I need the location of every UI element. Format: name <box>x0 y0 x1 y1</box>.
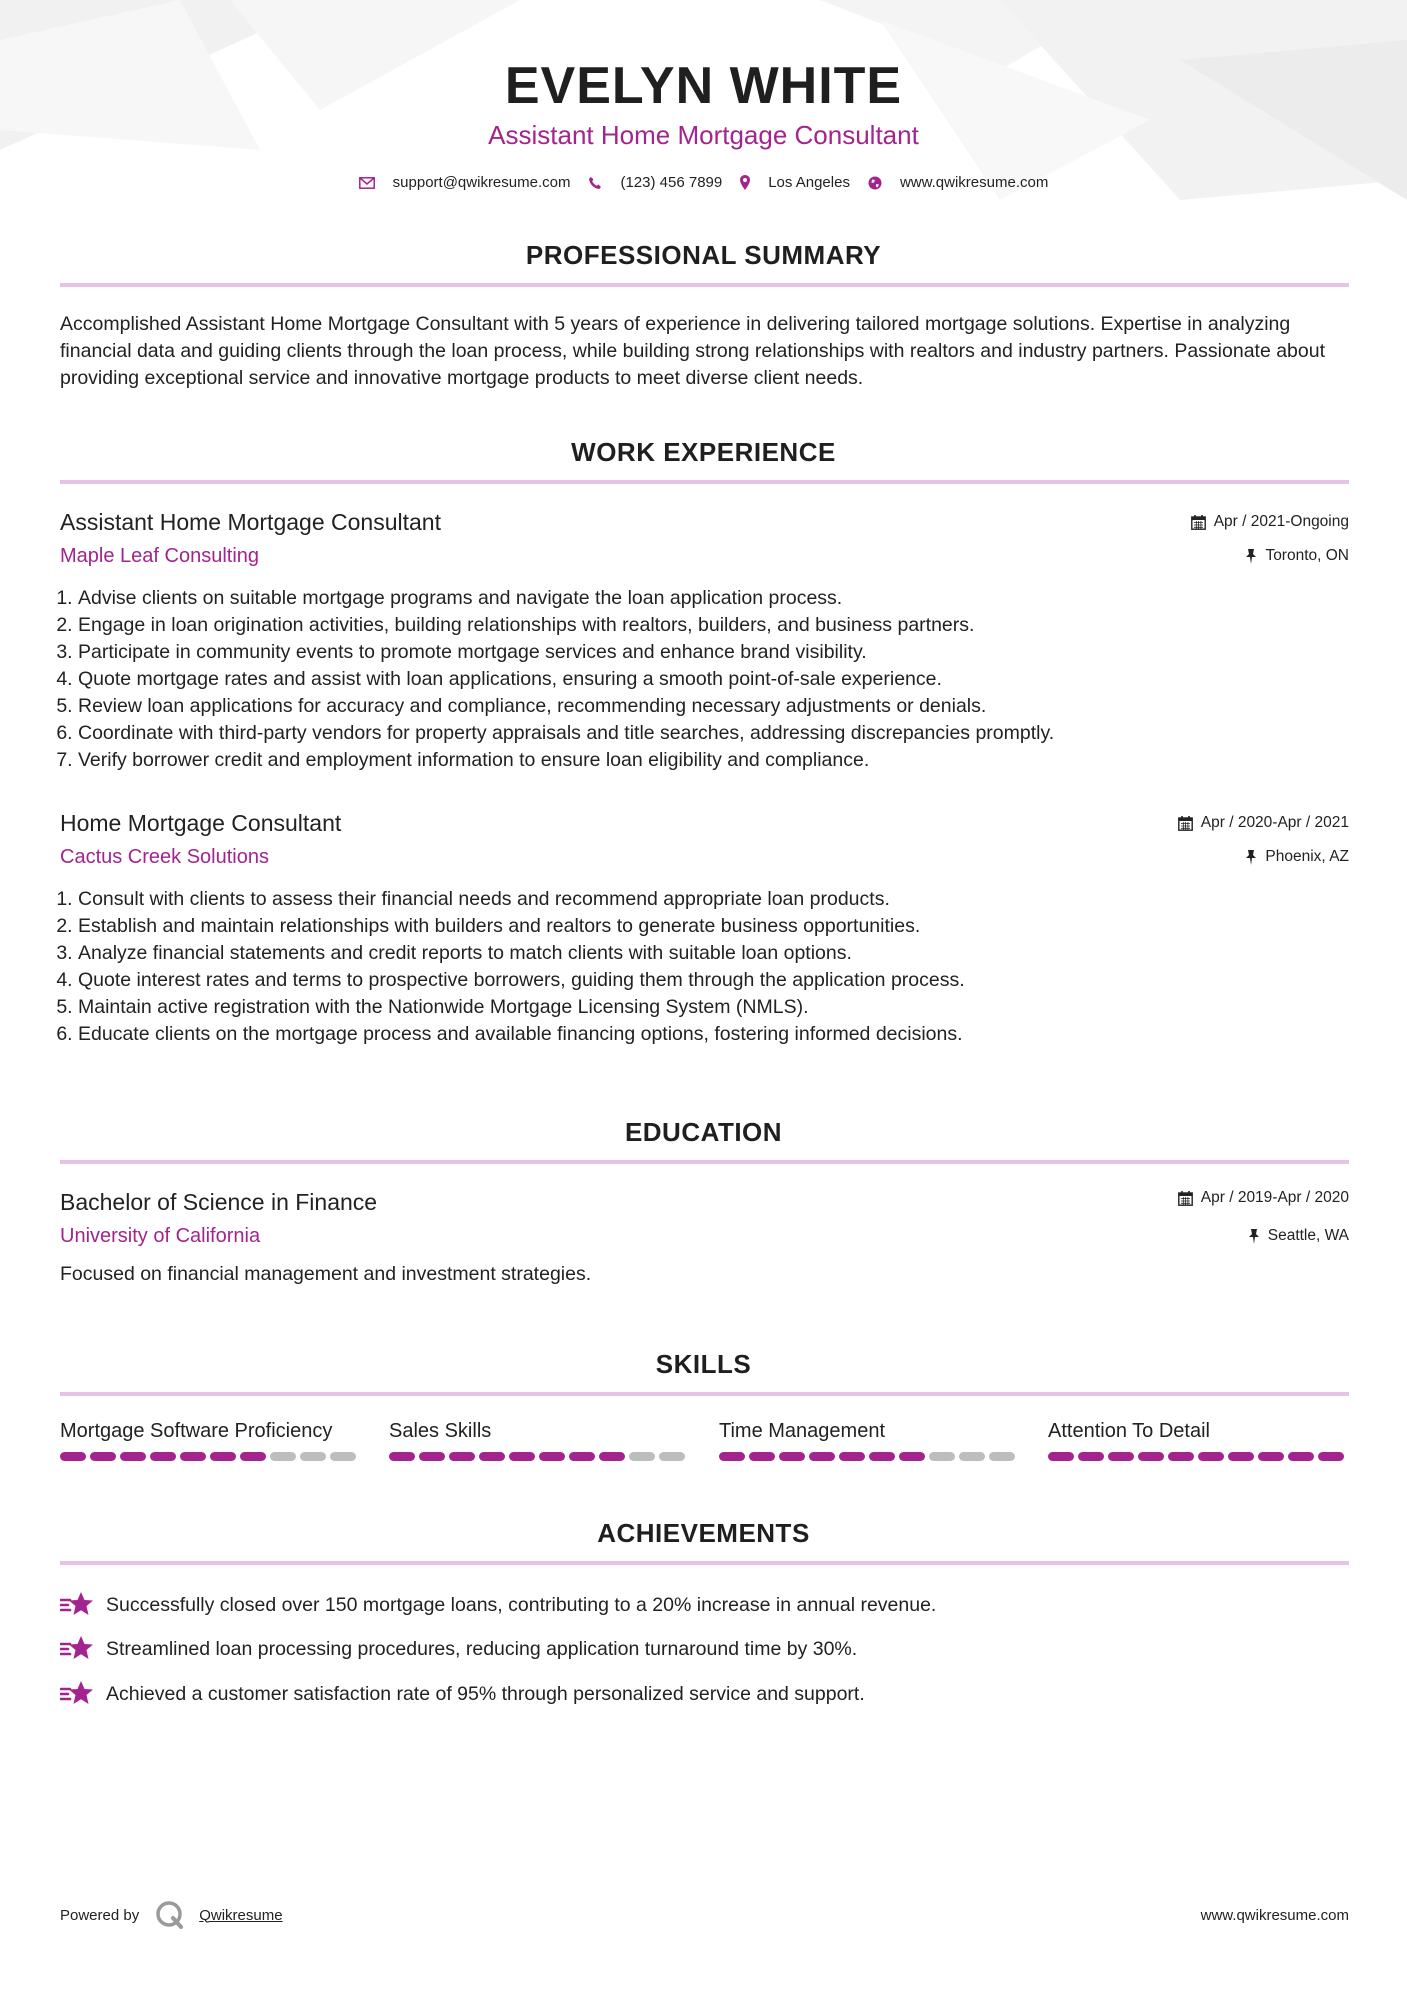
pushpin-icon <box>1245 549 1257 564</box>
skill-item <box>60 1420 360 1461</box>
job-location <box>1245 547 1349 565</box>
candidate-title: Assistant Home Mortgage Consultant <box>488 120 919 150</box>
star-icon <box>60 1634 94 1664</box>
skills-divider <box>60 1392 1349 1396</box>
skill-segment-empty <box>330 1452 356 1461</box>
achievement-text: Successfully closed over 150 mortgage loans, contributing to a 20% increase in annual revenue. <box>106 1593 937 1616</box>
contact-website[interactable] <box>868 174 1048 191</box>
skill-segment-filled <box>509 1452 535 1461</box>
job-location-text: Phoenix, AZ <box>1265 848 1349 865</box>
job-company: Maple Leaf Consulting <box>60 545 260 567</box>
pushpin-icon <box>1248 1229 1260 1244</box>
skill-segment-filled <box>419 1452 445 1461</box>
summary-heading: PROFESSIONAL SUMMARY <box>525 240 882 270</box>
contact-bar <box>0 174 1407 191</box>
list-item: 1. Advise clients on suitable mortgage programs and navigate the loan application process. <box>78 585 1054 612</box>
skill-segment-empty <box>629 1452 655 1461</box>
job-title: Assistant Home Mortgage Consultant <box>60 509 441 535</box>
skill-segment-filled <box>1198 1452 1224 1461</box>
skill-segment-filled <box>809 1452 835 1461</box>
list-item: 5. Review loan applications for accuracy and compliance, recommending necessary adjustments or denials. <box>78 693 1054 720</box>
contact-email[interactable] <box>359 174 571 191</box>
skill-segment-filled <box>180 1452 206 1461</box>
skill-segment-filled <box>1258 1452 1284 1461</box>
education-dates-text: Apr / 2019-Apr / 2020 <box>1200 1189 1349 1206</box>
skill-name: Mortgage Software Proficiency <box>60 1420 333 1442</box>
skill-segment-filled <box>1108 1452 1134 1461</box>
achievements-divider <box>60 1561 1349 1565</box>
list-item: 1. Consult with clients to assess their financial needs and recommend appropriate loan products. <box>78 886 965 913</box>
skill-segment-filled <box>479 1452 505 1461</box>
star-icon <box>60 1590 94 1620</box>
skill-segment-filled <box>120 1452 146 1461</box>
skill-item <box>389 1420 689 1461</box>
qwikresume-logo-icon <box>155 1900 185 1930</box>
skill-segment-filled <box>449 1452 475 1461</box>
skill-segment-filled <box>899 1452 925 1461</box>
list-item: 7. Verify borrower credit and employment information to ensure loan eligibility and compliance. <box>78 747 1054 774</box>
job-bullets <box>60 585 1054 774</box>
skill-name: Time Management <box>719 1420 885 1442</box>
education-location <box>1248 1227 1349 1245</box>
skill-segment-filled <box>869 1452 895 1461</box>
skill-segment-empty <box>270 1452 296 1461</box>
pushpin-icon <box>1245 850 1257 865</box>
skill-segment-filled <box>240 1452 266 1461</box>
list-item: 4. Quote mortgage rates and assist with loan applications, ensuring a smooth point-of-sale experience. <box>78 666 1054 693</box>
contact-phone[interactable] <box>588 174 722 191</box>
skill-level-bar <box>1048 1452 1348 1461</box>
job-company: Cactus Creek Solutions <box>60 846 269 868</box>
skill-segment-filled <box>1078 1452 1104 1461</box>
skill-level-bar <box>719 1452 1019 1461</box>
powered-by-text: Powered by <box>60 1906 140 1924</box>
skill-segment-filled <box>839 1452 865 1461</box>
job-dates-text: Apr / 2020-Apr / 2021 <box>1200 814 1349 831</box>
job-location <box>1245 848 1349 866</box>
calendar-icon <box>1178 1191 1193 1206</box>
calendar-icon <box>1178 816 1193 831</box>
skill-segment-filled <box>779 1452 805 1461</box>
skill-segment-empty <box>989 1452 1015 1461</box>
achievement-text: Streamlined loan processing procedures, reducing application turnaround time by 30%. <box>106 1637 858 1660</box>
job-dates <box>1191 513 1349 531</box>
achievement-text: Achieved a customer satisfaction rate of 95% through personalized service and support. <box>106 1682 865 1705</box>
map-pin-icon <box>740 175 750 190</box>
list-item: 3. Participate in community events to promote mortgage services and enhance brand visibility. <box>78 639 1054 666</box>
summary-text: Accomplished Assistant Home Mortgage Consultant with 5 years of experience in delivering tailored mortgage solutions. Expertise in analyzing financial data and guiding clients through the loan process, while building strong relationships with realtors and industry partners. Passionate about providing exceptional service and innovative mortgage products to meet diverse client needs. <box>60 313 1326 389</box>
skill-name: Attention To Detail <box>1048 1420 1210 1442</box>
job-dates-text: Apr / 2021-Ongoing <box>1213 513 1349 530</box>
skill-segment-empty <box>929 1452 955 1461</box>
skill-segment-filled <box>749 1452 775 1461</box>
education-location-text: Seattle, WA <box>1267 1227 1349 1244</box>
skill-segment-filled <box>389 1452 415 1461</box>
email-text: support@qwikresume.com <box>392 174 571 191</box>
skill-segment-filled <box>1288 1452 1314 1461</box>
skill-segment-filled <box>569 1452 595 1461</box>
candidate-name: EVELYN WHITE <box>504 57 903 115</box>
job-title: Home Mortgage Consultant <box>60 810 342 836</box>
skill-segment-filled <box>210 1452 236 1461</box>
list-item: 2. Engage in loan origination activities, building relationships with realtors, builders, and business partners. <box>78 612 1054 639</box>
achievement-item <box>60 1679 865 1709</box>
qwikresume-link[interactable]: Qwikresume <box>199 1906 283 1924</box>
education-dates <box>1178 1189 1349 1207</box>
job-dates <box>1178 814 1349 832</box>
list-item: 6. Educate clients on the mortgage process and available financing options, fostering informed decisions. <box>78 1021 965 1048</box>
experience-heading: WORK EXPERIENCE <box>571 437 836 467</box>
skill-segment-filled <box>60 1452 86 1461</box>
skill-segment-filled <box>1048 1452 1074 1461</box>
globe-icon <box>868 176 882 190</box>
footer-website[interactable]: www.qwikresume.com <box>1200 1907 1349 1924</box>
skill-segment-filled <box>1168 1452 1194 1461</box>
contact-location <box>740 174 850 191</box>
skill-item <box>719 1420 1019 1461</box>
footer-powered-by <box>60 1900 283 1930</box>
skill-segment-filled <box>150 1452 176 1461</box>
envelope-icon <box>359 177 375 189</box>
job-bullets <box>60 886 965 1048</box>
achievements-heading: ACHIEVEMENTS <box>597 1518 810 1548</box>
skills-heading: SKILLS <box>655 1349 752 1379</box>
list-item: 4. Quote interest rates and terms to prospective borrowers, guiding them through the application process. <box>78 967 965 994</box>
achievement-item <box>60 1634 857 1664</box>
job-location-text: Toronto, ON <box>1265 547 1349 564</box>
skill-segment-filled <box>1138 1452 1164 1461</box>
skill-segment-empty <box>959 1452 985 1461</box>
skill-name: Sales Skills <box>389 1420 492 1442</box>
skill-level-bar <box>389 1452 689 1461</box>
education-heading: EDUCATION <box>624 1117 783 1147</box>
degree-title: Bachelor of Science in Finance <box>60 1189 378 1215</box>
achievement-item <box>60 1590 936 1620</box>
skill-segment-filled <box>539 1452 565 1461</box>
list-item: 5. Maintain active registration with the Nationwide Mortgage Licensing System (NMLS). <box>78 994 965 1021</box>
star-icon <box>60 1679 94 1709</box>
education-divider <box>60 1160 1349 1164</box>
skill-segment-filled <box>599 1452 625 1461</box>
summary-divider <box>60 283 1349 287</box>
phone-icon <box>588 176 602 190</box>
list-item: 6. Coordinate with third-party vendors for property appraisals and title searches, addressing discrepancies promptly. <box>78 720 1054 747</box>
skill-segment-filled <box>1228 1452 1254 1461</box>
skill-item <box>1048 1420 1348 1461</box>
phone-text: (123) 456 7899 <box>620 174 723 191</box>
experience-divider <box>60 480 1349 484</box>
list-item: 2. Establish and maintain relationships with builders and realtors to generate business opportunities. <box>78 913 965 940</box>
website-text: www.qwikresume.com <box>899 174 1049 191</box>
skill-level-bar <box>60 1452 360 1461</box>
skill-segment-empty <box>300 1452 326 1461</box>
list-item: 3. Analyze financial statements and credit reports to match clients with suitable loan options. <box>78 940 965 967</box>
school-name: University of California <box>60 1225 261 1247</box>
skill-segment-empty <box>659 1452 685 1461</box>
calendar-icon <box>1191 515 1206 530</box>
education-description: Focused on financial management and investment strategies. <box>60 1263 592 1285</box>
skill-segment-filled <box>1318 1452 1344 1461</box>
location-text: Los Angeles <box>768 174 850 191</box>
skill-segment-filled <box>719 1452 745 1461</box>
skill-segment-filled <box>90 1452 116 1461</box>
